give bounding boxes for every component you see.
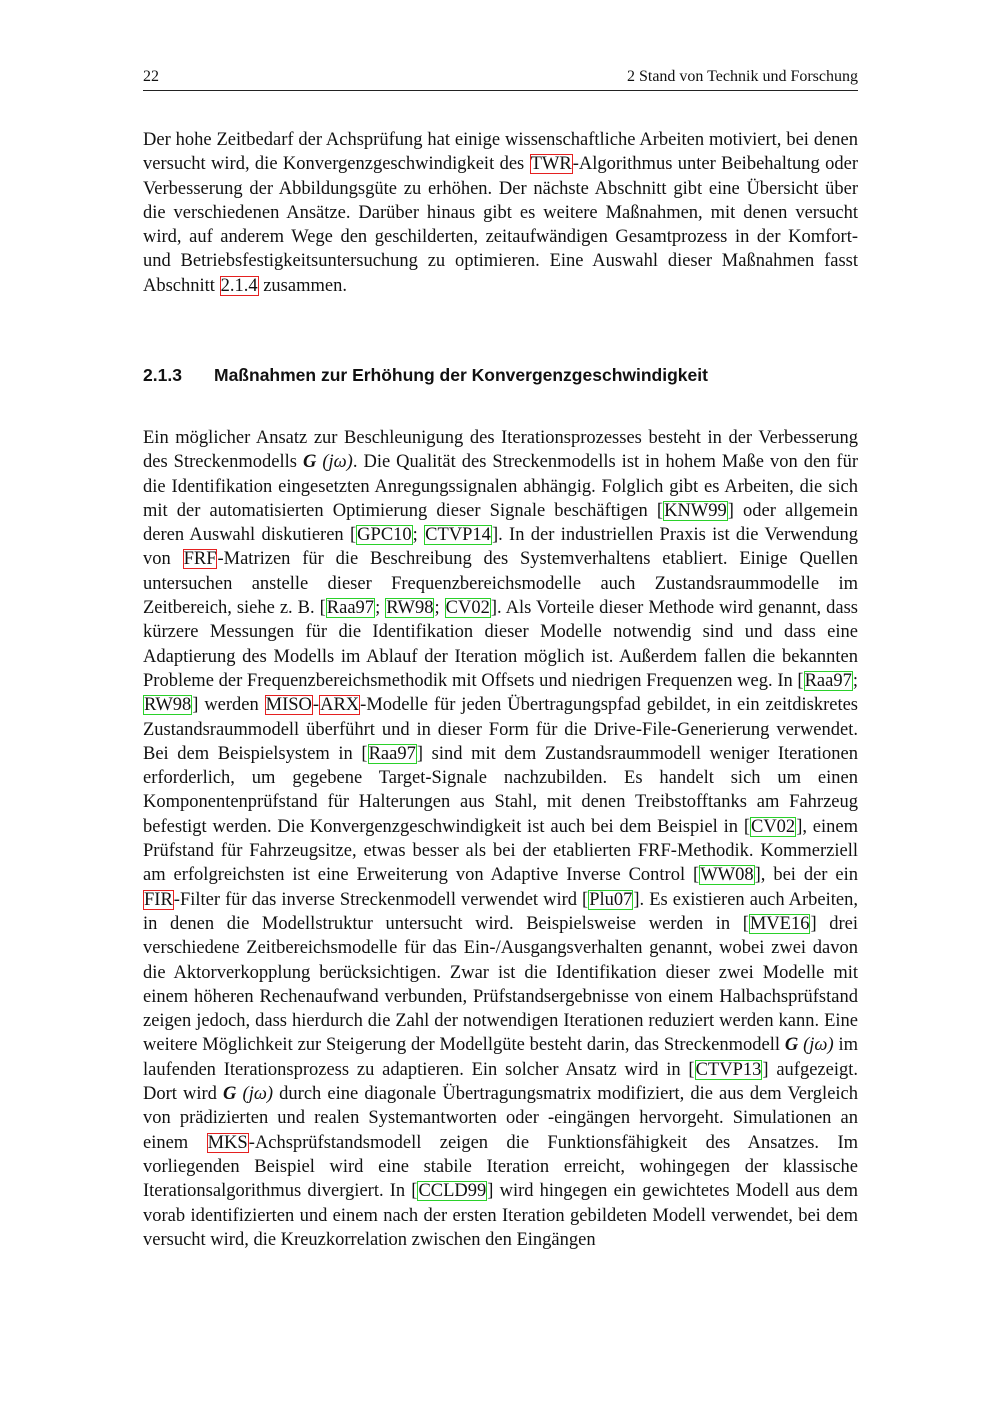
text: ]. Als Vorteile dieser Methode wird genannt, dass kürzere Messungen für die Identifikation dieser Modelle notwendig sind und dass eine Adaptierung des Modells im Ablauf der Iteration möglich ist. Außerdem fallen die bekannten Probleme der Frequenzbereichsmethodik mit Offsets und niedrigen Frequenzen weg. In [: [143, 598, 859, 691]
acronym-link-twr[interactable]: TWR: [530, 154, 572, 175]
text: -Achsprüfstandsmodell zeigen die Funktionsfähigkeit des Ansatzes. Im vorliegenden Beispiel wird eine stabile Iteration erreicht, wohingegen der klassische Iterationsalgorithmus divergiert. In [: [143, 1132, 858, 1202]
running-title: 2 Stand von Technik und Forschung: [626, 68, 858, 85]
text: ] wird hingegen ein gewichtetes Modell aus dem vorab identifizierten und einem nach der ersten Iteration gebildeten Modell verwendet, bei dem versucht wird, die Kreuzkorrelation zwischen den Eingängen: [143, 1181, 858, 1250]
text: ], bei der ein: [754, 865, 858, 886]
acronym-link-mks[interactable]: MKS: [207, 1132, 248, 1153]
text: ;: [852, 670, 858, 691]
citation-link[interactable]: RW98: [386, 598, 434, 619]
citation-link[interactable]: CTVP14: [425, 525, 491, 546]
text: -Algorithmus unter Beibehaltung oder Verbesserung der Abbildungsgüte zu erhöhen. Der nächste Abschnitt gibt eine Übersicht über die verschiedenen Ansätze. Darüber hinaus gibt es weitere Maßnahmen, mit denen versucht wird, auf anderem Wege den geschilderten, zeitaufwändigen Gesamtprozess in der Komfort- und Betriebsfestigkeitsuntersuchung zu optimieren. Eine Auswahl dieser Maßnahmen fasst Abschnitt: [143, 154, 858, 296]
math-argument: (jω): [316, 452, 353, 473]
text: zusammen.: [258, 275, 347, 296]
intro-paragraph: [143, 128, 858, 298]
acronym-link-fir[interactable]: FIR: [144, 889, 173, 910]
math-symbol-g: G: [223, 1084, 237, 1105]
text: -Filter für das inverse Streckenmodell verwendet wird [: [173, 889, 589, 910]
math-symbol-g: G: [302, 452, 317, 473]
text: -Matrizen für die Beschreibung des Systemverhaltens etabliert. Einige Quellen untersuchen anstelle dieser Frequenzbereichsmodelle auch Zustandsraummodelle im Zeitbereich, siehe z. B. [: [143, 549, 859, 619]
math-argument: (jω): [798, 1035, 834, 1056]
section-number: 2.1.3: [143, 365, 182, 385]
acronym-link-frf[interactable]: FRF: [183, 549, 217, 570]
citation-link[interactable]: Raa97: [326, 598, 375, 619]
acronym-link-arx[interactable]: ARX: [320, 695, 360, 716]
math-argument: (jω): [236, 1084, 274, 1105]
text: durch eine diagonale Übertragungsmatrix modifiziert, die aus dem Vergleich von prädizierten und realen Systemantworten oder -eingängen hervorgeht. Simulationen an einem: [143, 1084, 859, 1153]
text: ] werden: [192, 695, 265, 716]
citation-link[interactable]: CCLD99: [418, 1181, 487, 1202]
text: ]. In der industriellen Praxis ist die Verwendung von: [143, 525, 858, 570]
text: -: [312, 695, 320, 716]
section-link-2-1-4[interactable]: 2.1.4: [220, 275, 258, 296]
text: ;: [434, 598, 445, 619]
text: ] oder allgemein deren Auswahl diskutieren [: [143, 500, 858, 546]
section-heading: [143, 365, 858, 386]
text: ;: [375, 598, 386, 619]
section-title: Maßnahmen zur Erhöhung der Konvergenzgeschwindigkeit: [214, 365, 708, 385]
citation-link[interactable]: Plu07: [589, 889, 633, 910]
math-symbol-g: G: [784, 1035, 799, 1056]
text: ] sind mit dem Zustandsraummodell weniger Iterationen erforderlich, um gegebene Target-Signale nachzubilden. Es handelt sich um einen Komponentenprüfstand für Halterungen aus Stahl, mit denen Treibstofftanks am Fahrzeug befestigt werden. Die Konvergenzgeschwindigkeit ist auch bei dem Beispiel in [: [143, 743, 858, 837]
body-paragraph: [143, 426, 858, 1252]
citation-link[interactable]: CV02: [445, 598, 490, 619]
citation-link[interactable]: Raa97: [804, 670, 852, 691]
citation-link[interactable]: RW98: [144, 695, 192, 716]
citation-link[interactable]: MVE16: [749, 913, 810, 934]
text: ]. Es existieren auch Arbeiten, in denen die Modellstruktur untersucht wird. Beispielsweise werden in [: [143, 889, 858, 934]
text: ], einem Prüfstand für Fahrzeugsitze, etwas besser als bei der etablierten FRF-Methodik. Kommerziell am erfolgreichsten ist eine Erweiterung von Adaptive Inverse Control [: [143, 816, 858, 886]
text: Ein möglicher Ansatz zur Beschleunigung des Iterationsprozesses besteht in der Verbesserung des Streckenmodells: [143, 428, 858, 473]
page-number: 22: [143, 68, 159, 85]
citation-link[interactable]: CV02: [750, 816, 796, 837]
text: im laufenden Iterationsprozess zu adaptieren. Ein solcher Ansatz wird in [: [143, 1035, 858, 1080]
citation-link[interactable]: KNW99: [664, 500, 727, 521]
page-header: [143, 68, 858, 91]
text: ;: [412, 525, 425, 546]
text: ] aufgezeigt. Dort wird: [143, 1059, 859, 1105]
citation-link[interactable]: GPC10: [357, 525, 412, 546]
citation-link[interactable]: Raa97: [368, 743, 416, 764]
text: Der hohe Zeitbedarf der Achsprüfung hat einige wissenschaftliche Arbeiten motiviert, bei denen versucht wird, die Konvergenzgeschwindigkeit des: [143, 130, 858, 175]
text: -Modelle für jeden Übertragungspfad gebildet, in ein zeitdiskretes Zustandsraummodell überführt und in dieser Form für die Drive-File-Generierung verwendet. Bei dem Beispielsystem in [: [143, 695, 859, 764]
acronym-link-miso[interactable]: MISO: [265, 695, 312, 716]
citation-link[interactable]: CTVP13: [695, 1059, 762, 1080]
text: ] drei verschiedene Zeitbereichsmodelle für das Ein-/Ausgangsverhalten genannt, wobei zwei davon die Aktorverkopplung berücksichtigen. Zwar ist die Identifikation dieser zwei Modelle mit einem höheren Rechenaufwand verbunden, Prüfstandsergebnisse von einem Halbachsprüfstand zeigen jedoch, dass hierdurch die Zahl der notwendigen Iterationen reduziert werden kann. Eine weitere Möglichkeit zur Steigerung der Modellgüte besteht darin, das Streckenmodell: [143, 913, 858, 1056]
text: . Die Qualität des Streckenmodells ist in hohem Maße von den für die Identifikation eingesetzten Anregungssignalen abhängig. Folglich gibt es Arbeiten, die sich mit der automatisierten Optimierung dieser Signale beschäftigen [: [143, 452, 858, 521]
citation-link[interactable]: WW08: [700, 865, 754, 886]
